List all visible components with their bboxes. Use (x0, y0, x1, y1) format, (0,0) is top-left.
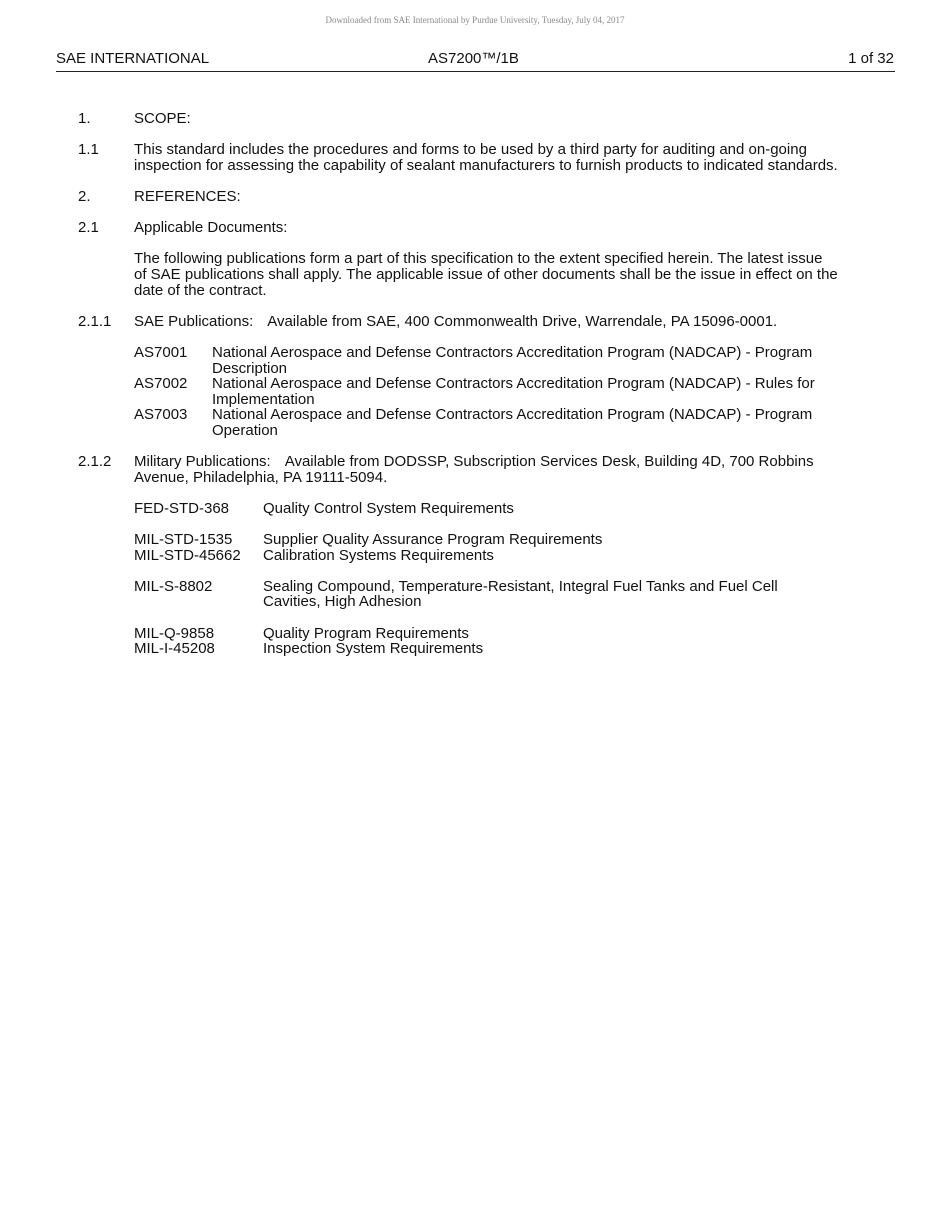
section-2-1-1 (78, 314, 838, 330)
reference-code: AS7002 (134, 375, 188, 393)
reference-row (134, 345, 838, 376)
reference-code: MIL-STD-1535 (134, 531, 233, 549)
section-heading: REFERENCES: (134, 187, 241, 205)
section-number: 2.1.2 (78, 453, 112, 471)
reference-title: Supplier Quality Assurance Program Requirements (263, 531, 603, 549)
section-paragraph (134, 454, 838, 485)
section-number: 1. (78, 110, 91, 127)
reference-title: Quality Control System Requirements (263, 499, 514, 517)
reference-code: AS7003 (134, 406, 188, 424)
subsection-label: Military Publications: (134, 453, 271, 471)
reference-row (134, 626, 838, 642)
page-header (56, 49, 895, 72)
military-reference-group (134, 626, 838, 657)
section-paragraph: This standard includes the procedures and forms to be used by a third party for auditing and on-going inspection for assessing the capability of sealant manufacturers to furnish products to indicated standards. (134, 141, 838, 174)
reference-code: AS7001 (134, 343, 188, 361)
reference-title: National Aerospace and Defense Contractors Accreditation Program (NADCAP) - Rules for Implementation (212, 375, 815, 408)
reference-row (134, 376, 838, 407)
section-heading: SCOPE: (134, 110, 191, 127)
subsection-label: SAE Publications: (134, 312, 254, 330)
section-number: 2.1.1 (78, 312, 112, 330)
section-1-1 (78, 142, 838, 173)
reference-code: MIL-I-45208 (134, 640, 215, 658)
reference-code: MIL-Q-9858 (134, 624, 215, 642)
reference-title: National Aerospace and Defense Contractors Accreditation Program (NADCAP) - Program Description (212, 343, 813, 377)
section-number: 1.1 (78, 141, 99, 159)
reference-code: MIL-S-8802 (134, 577, 213, 595)
reference-title: Inspection System Requirements (263, 640, 484, 658)
reference-title: Calibration Systems Requirements (263, 546, 494, 564)
reference-title: National Aerospace and Defense Contractors Accreditation Program (NADCAP) - Program Operation (212, 406, 813, 439)
military-reference-group (134, 501, 838, 517)
section-paragraph (134, 314, 838, 330)
document-body (78, 111, 838, 672)
download-watermark: Downloaded from SAE International by Purdue University, Tuesday, July 04, 2017 (325, 15, 625, 25)
header-document-number: AS7200™/1B (428, 50, 519, 67)
reference-row (134, 579, 838, 610)
subsection-text: Available from DODSSP, Subscription Services Desk, Building 4D, 700 Robbins Avenue, Philadelphia, PA 19111-5094. (134, 453, 814, 486)
section-heading: Applicable Documents: (134, 219, 288, 237)
reference-row (134, 548, 838, 564)
reference-title: Quality Program Requirements (263, 624, 469, 642)
section-2-1-2 (78, 454, 838, 485)
subsection-text: Available from SAE, 400 Commonwealth Drive, Warrendale, PA 15096-0001. (267, 312, 778, 330)
header-page-number: 1 of 32 (848, 50, 894, 67)
section-2 (78, 189, 838, 205)
section-number: 2.1 (78, 219, 99, 237)
reference-code: MIL-STD-45662 (134, 546, 241, 564)
reference-row (134, 532, 838, 548)
reference-row (134, 501, 838, 517)
reference-row (134, 641, 838, 657)
header-organization: SAE INTERNATIONAL (56, 50, 210, 67)
military-reference-group (134, 579, 838, 610)
section-paragraph: The following publications form a part of this specification to the extent specified herein. The latest issue of SAE publications shall apply. The applicable issue of other documents shall be the issue in effect on the date of the contract. (134, 250, 838, 299)
section-1 (78, 111, 838, 127)
military-reference-group (134, 532, 838, 563)
reference-code: FED-STD-368 (134, 499, 230, 517)
section-number: 2. (78, 187, 91, 205)
reference-title: Sealing Compound, Temperature-Resistant, Integral Fuel Tanks and Fuel Cell Cavities, High Adhesion (263, 577, 778, 611)
sae-reference-list (134, 345, 838, 439)
reference-row (134, 407, 838, 438)
section-2-1 (78, 220, 838, 236)
